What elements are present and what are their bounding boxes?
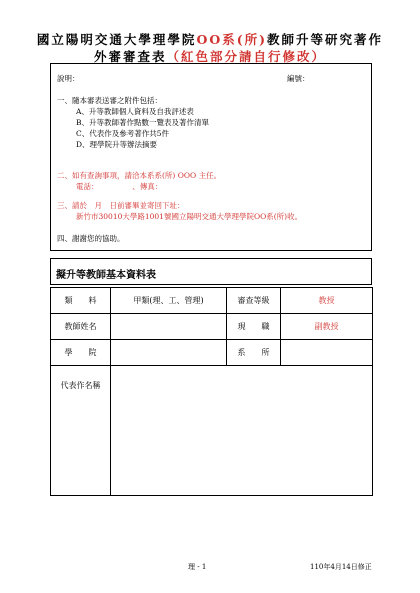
table-row [51,288,373,314]
table-row [51,314,373,340]
thanks-note: 四、謝謝您的協助。 [57,234,125,243]
current-title-value[interactable]: 副教授 [281,314,373,340]
title-form-name: 外審審查表 [93,49,167,64]
representative-work-field[interactable] [111,366,373,496]
attachment-d: D、理學院升等辦法摘要 [76,140,158,149]
table-row [51,340,373,366]
form-title-line1 [0,30,420,48]
revision-date: 110年4月14日修正 [310,563,372,571]
attachment-heading: 一、隨本審表送審之附件包括： [57,96,162,105]
college-field[interactable] [111,340,227,366]
teacher-name-field[interactable] [111,314,227,340]
teacher-name-label: 教師姓名 [51,314,111,340]
college-label: 學 院 [51,340,111,366]
page-number: 理 - 1 [188,563,207,571]
title-dept-placeholder: OO系(所) [196,32,268,47]
inquiry-contact: 二、如有查詢事項，請洽本系系(所) OOO 主任。 [57,171,222,180]
department-field[interactable] [281,340,373,366]
attachment-c: C、代表作及參考著作共5件 [76,129,170,138]
review-level-label: 審查等級 [227,288,281,314]
section-title: 擬升等教師基本資料表 [50,258,372,285]
instructions-box [50,63,372,251]
description-label: 說明： [57,74,80,83]
return-deadline: 三、請於 月 日前審畢並寄回下址： [57,201,185,210]
review-level-value[interactable]: 教授 [281,288,373,314]
title-suffix: 教師升等研究著作 [267,32,384,47]
category-label: 類 料 [51,288,111,314]
table-row [51,366,373,496]
attachment-b: B、升等教師著作點數一覽表及著作清單 [76,118,210,127]
category-value: 甲類(理、工、管理) [111,288,227,314]
return-address: 新竹市30010大學路1001號國立陽明交通大學理學院OO系(所)收。 [76,212,303,221]
serial-number-label: 編號： [287,74,310,83]
department-label: 系 所 [227,340,281,366]
title-prefix: 國立陽明交通大學理學院 [36,32,197,47]
title-edit-note: （紅色部分請自行修改） [166,49,327,64]
representative-work-label: 代表作名稱 [51,366,111,496]
current-title-label: 現 職 [227,314,281,340]
phone-fax: 電話： 、傳真： [76,182,163,191]
attachment-a: A、升等教師個人資料及自我評述表 [76,107,194,116]
teacher-info-table [50,287,373,496]
